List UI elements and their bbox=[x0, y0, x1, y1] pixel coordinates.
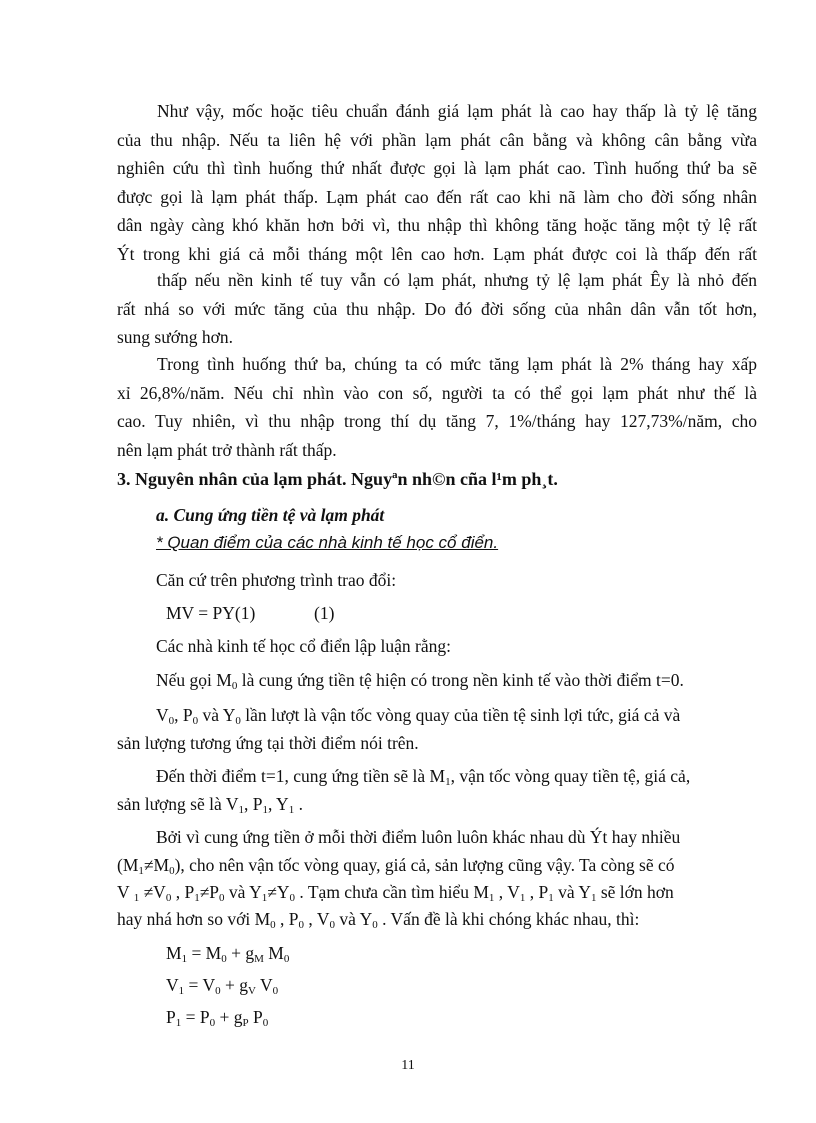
text-line: Như vậy, mốc hoặc tiêu chuẩn đánh giá lạm phát là cao hay thấp là tỷ lệ tăng bbox=[157, 101, 757, 121]
text-line: sản lượng tương ứng tại thời điểm nói trên. bbox=[117, 733, 419, 753]
text-line: V $_1 \ne V_0$ , $P_1\ne P_0$ và $Y_1\ne Y_0$ . Tạm chưa cần tìm hiểu $M_1$ , $V_1$ , $P_1$ và $Y_1$ sẽ lớn hơn bbox=[117, 882, 674, 904]
text-line: hay nhá hơn so với $M_0$ , $P_0$ , $V_0$ và $Y_0$ . Vấn đề là khi chóng khác nhau, thì: bbox=[117, 909, 640, 931]
paragraph-3 bbox=[117, 350, 757, 464]
page-number: 11 bbox=[401, 1058, 415, 1073]
text-line: nên lạm phát trở thành rất thấp. bbox=[117, 439, 337, 460]
equation-number: (1) bbox=[314, 603, 335, 623]
text-line: $V_0$, $P_0$ và $Y_0$ lần lượt là vận tốc vòng quay của tiền tệ sinh lợi tức, giá cả và bbox=[156, 705, 681, 727]
equation-price: $P_1 = P_0 + g_P$ $P_0$ bbox=[166, 1007, 269, 1029]
paragraph-2 bbox=[117, 266, 757, 352]
paragraph-1 bbox=[117, 97, 757, 268]
text-line: được gọi là lạm phát thấp. Lạm phát cao đến rất cao khi nã làm cho đời sống nhân bbox=[117, 186, 757, 207]
text-line: nghiên cứu thì tình huống thứ nhất được gọi là lạm phát cao. Tình huống thứ ba sẽ bbox=[117, 158, 757, 178]
equation-velocity: $V_1 = V_0 + g_V$ $V_0$ bbox=[166, 975, 279, 997]
viewpoint-note: * Quan điểm của các nhà kinh tế học cổ điển. bbox=[156, 533, 499, 552]
section-heading: 3. Nguyên nhân của lạm phát. Nguyªn nh©n cña l¹m ph¸t. bbox=[117, 469, 558, 489]
text-line: của thu nhập. Nếu ta liên hệ với phần lạm phát cân bằng và không cân bằng vừa bbox=[117, 129, 757, 150]
text-line: Bởi vì cung ứng tiền ở mỗi thời điểm luôn luôn khác nhau dù Ýt hay nhiều bbox=[156, 827, 681, 847]
text-line: sung sướng hơn. bbox=[117, 327, 233, 347]
text-line: thấp nếu nền kinh tế tuy vẫn có lạm phát, nhưng tỷ lệ lạm phát Êy là nhỏ đến bbox=[157, 270, 757, 290]
text-line: Ýt trong khi giá cả mỗi tháng một lên cao hơn. Lạm phát được coi là thấp đến rất bbox=[117, 243, 757, 264]
text-line: $(M_1\ne M_0)$, cho nên vận tốc vòng quay, giá cả, sản lượng cũng vậy. Ta còng sẽ có bbox=[117, 855, 675, 877]
text-line: Trong tình huống thứ ba, chúng ta có mức tăng lạm phát là 2% tháng hay xấp bbox=[157, 354, 757, 374]
text-line: Đến thời điểm t=1, cung ứng tiền sẽ là $M_1$, vận tốc vòng quay tiền tệ, giá cả, bbox=[156, 766, 691, 788]
text-line: cao. Tuy nhiên, vì thu nhập trong thí dụ tăng 7, 1%/tháng hay 127,73%/năm, cho bbox=[117, 411, 757, 431]
text-line: Các nhà kinh tế học cổ điển lập luận rằng: bbox=[156, 636, 451, 656]
text-line: sản lượng sẽ là $V_1$, $P_1$, $Y_1$ . bbox=[117, 794, 303, 816]
equation: MV = PY(1) bbox=[166, 603, 256, 623]
text-line: xỉ 26,8%/năm. Nếu chỉ nhìn vào con số, người ta có thể gọi lạm phát như thế là bbox=[117, 382, 757, 403]
subsection-heading: a. Cung ứng tiền tệ và lạm phát bbox=[156, 505, 385, 525]
equation-money: $M_1 = M_0 + g_M$ $M_0$ bbox=[166, 943, 290, 965]
text-line: Căn cứ trên phương trình trao đổi: bbox=[156, 570, 397, 590]
text-line: rất nhá so với mức tăng của thu nhập. Do đó đời sống của nhân dân vẫn tốt hơn, bbox=[117, 298, 757, 319]
text-line: Nếu gọi $M_0$ là cung ứng tiền tệ hiện có trong nền kinh tế vào thời điểm t=0. bbox=[156, 670, 684, 692]
text-line: dân ngày càng khó khăn hơn bởi vì, thu nhập thì không tăng hoặc tăng một tỷ lệ rất bbox=[117, 215, 757, 235]
